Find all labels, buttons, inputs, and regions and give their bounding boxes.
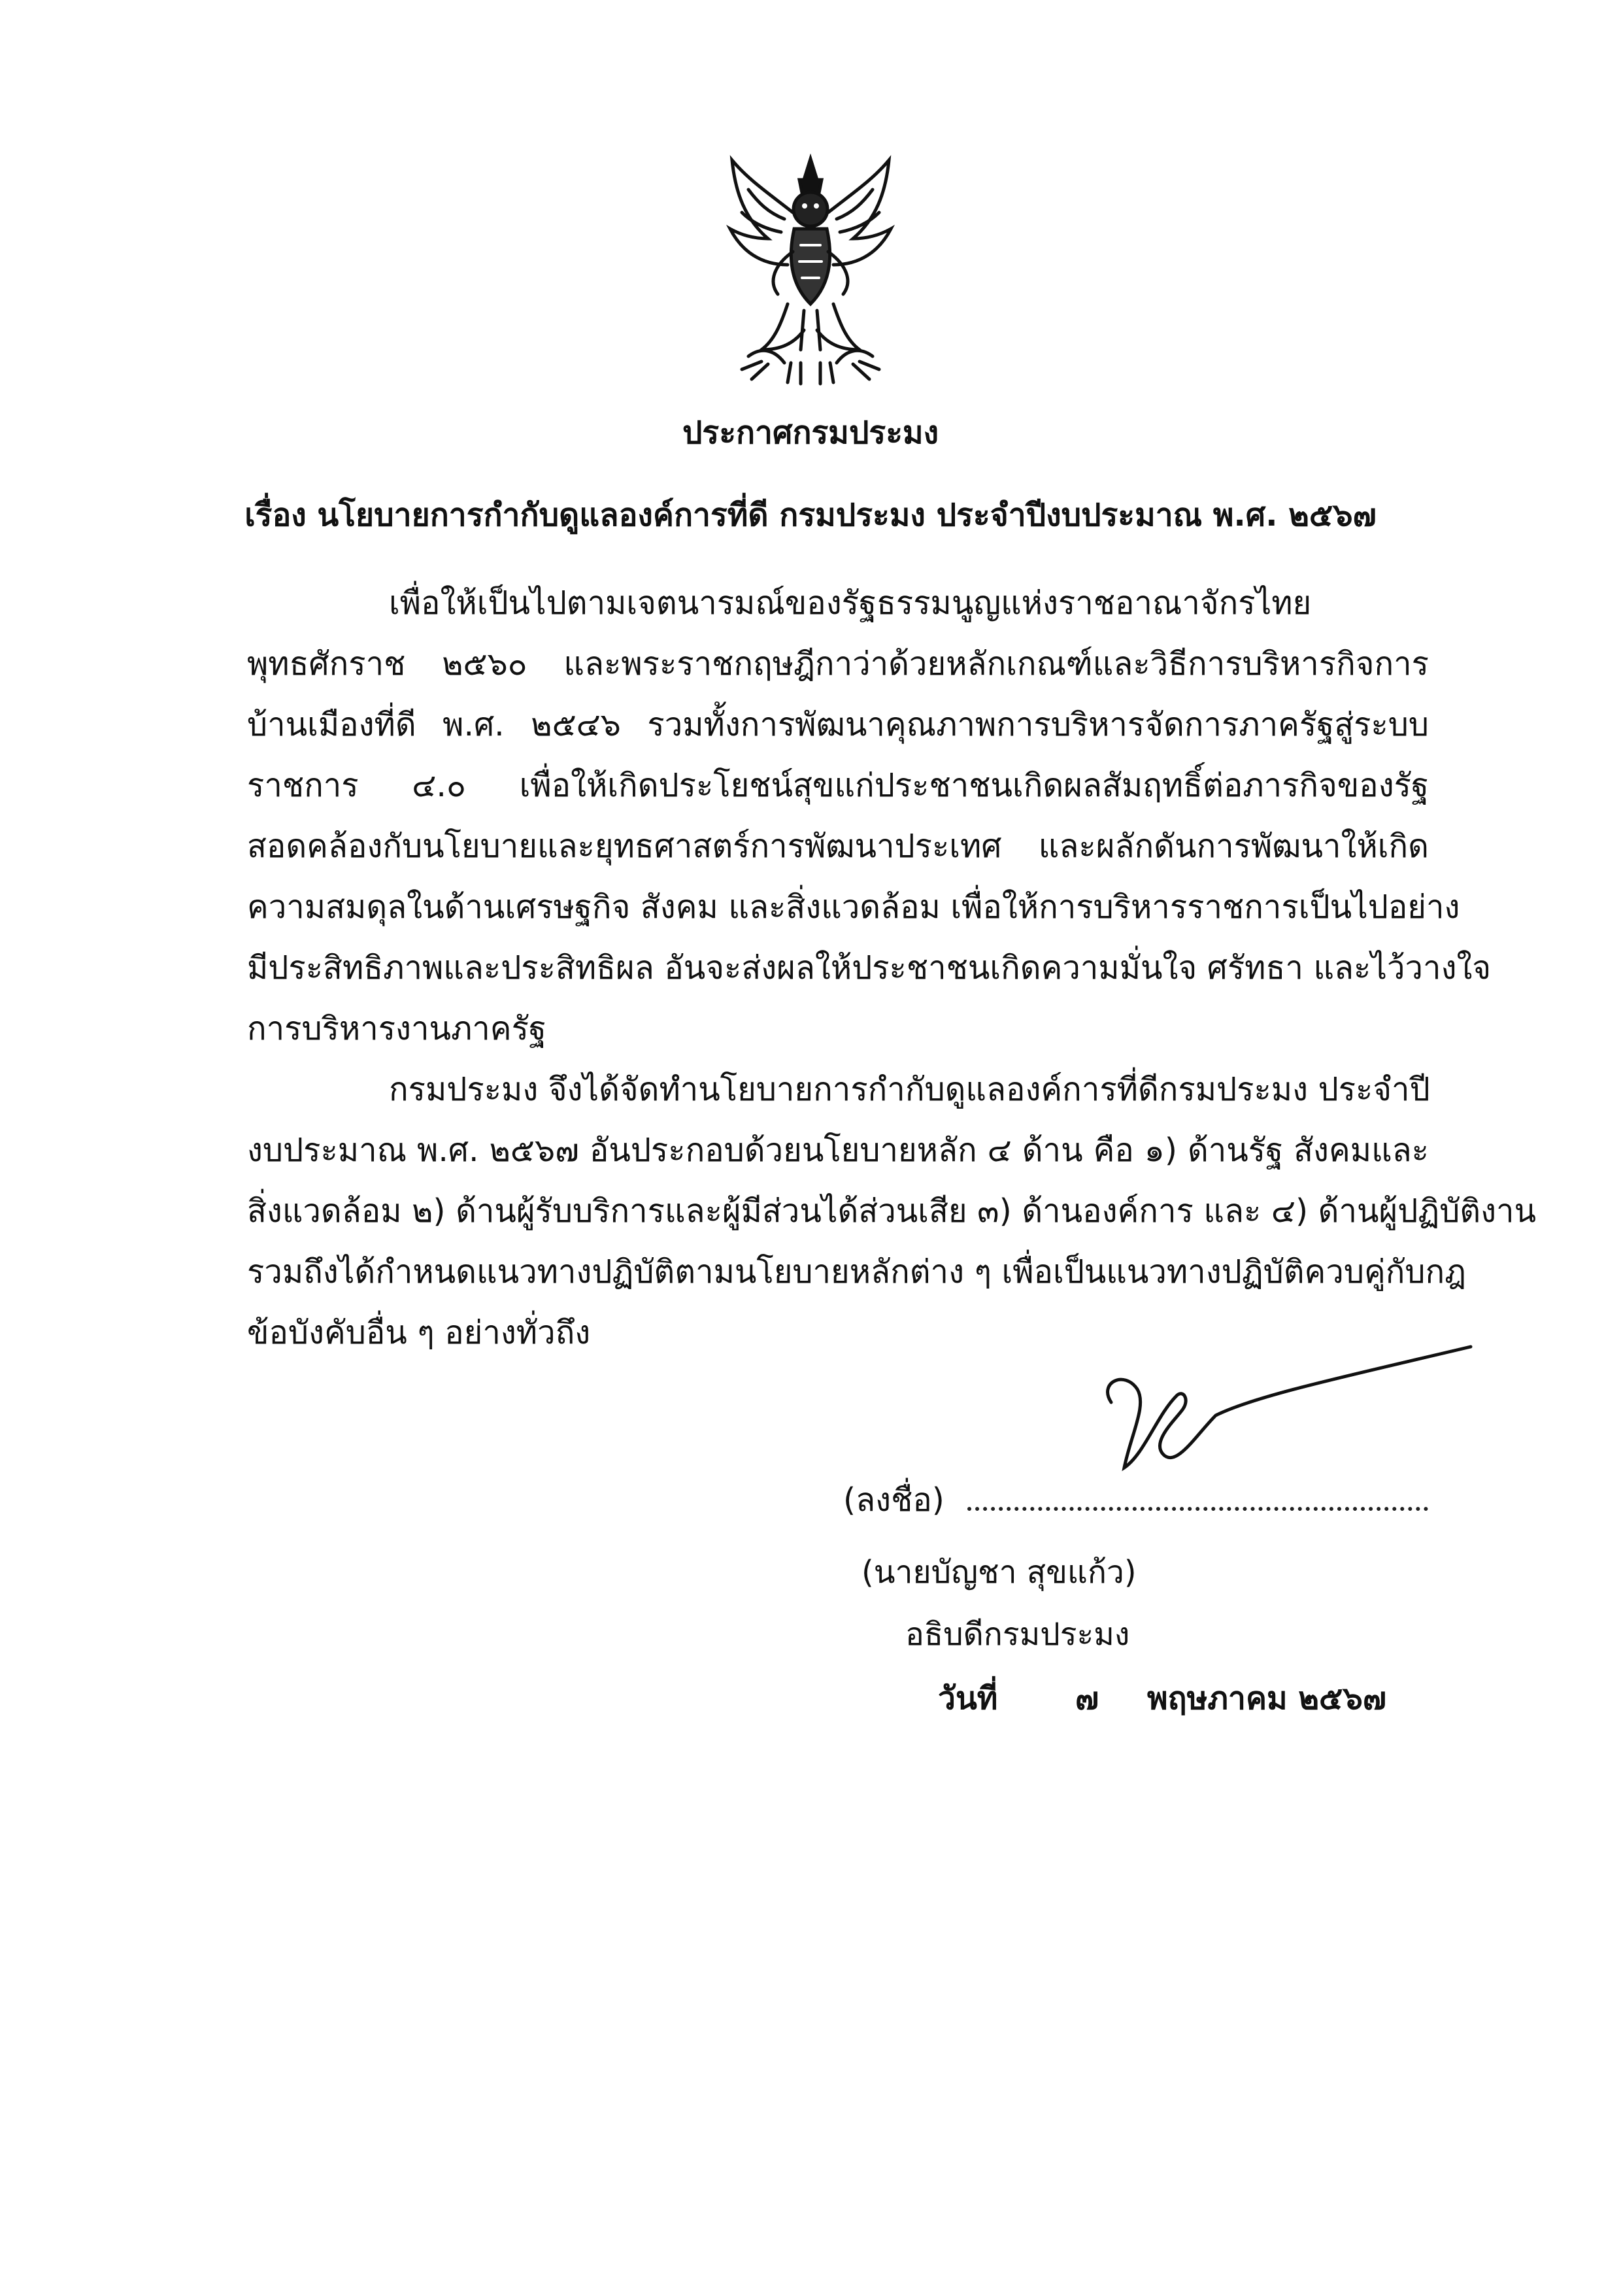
paragraph-line: บ้านเมืองที่ดี พ.ศ. ๒๕๔๖ รวมทั้งการพัฒนาคุณภาพการบริหารจัดการภาครัฐสู่ระบบ [247,706,1429,743]
sign-label: (ลงชื่อ) [843,1481,944,1519]
paragraph-line: รวมถึงได้กำหนดแนวทางปฏิบัติตามนโยบายหลักต่าง ๆ เพื่อเป็นแนวทางปฏิบัติควบคู่กับกฎ [247,1253,1467,1291]
paragraph-line: มีประสิทธิภาพและประสิทธิผล อันจะส่งผลให้ประชาชนเกิดความมั่นใจ ศรัทธา และไว้วางใจ [247,949,1492,987]
date-month-year: พฤษภาคม ๒๕๖๗ [1147,1680,1386,1717]
paragraph-line: ข้อบังคับอื่น ๆ อย่างทั่วถึง [247,1314,591,1351]
signer-name: (นายบัญชา สุขแก้ว) [861,1554,1137,1591]
paragraph-line: สอดคล้องกับนโยบายและยุทธศาสตร์การพัฒนาประเทศ และผลักดันการพัฒนาให้เกิด [247,828,1429,865]
garuda-emblem-icon [722,154,899,386]
date-label: วันที่ [938,1680,998,1717]
document-subject: เรื่อง นโยบายการกำกับดูแลองค์การที่ดี กรมประมง ประจำปีงบประมาณ พ.ศ. ๒๕๖๗ [244,497,1377,533]
paragraph-line: ความสมดุลในด้านเศรษฐกิจ สังคม และสิ่งแวดล้อม เพื่อให้การบริหารราชการเป็นไปอย่าง [247,888,1460,926]
date-day: ๗ [1075,1680,1099,1717]
signature-dotted-line [967,1507,1428,1511]
paragraph-line: สิ่งแวดล้อม ๒) ด้านผู้รับบริการและผู้มีส่วนได้ส่วนเสีย ๓) ด้านองค์การ และ ๔) ด้านผู้ปฏิบัติงาน [247,1192,1537,1230]
paragraph-line: เพื่อให้เป็นไปตามเจตนารมณ์ของรัฐธรรมนูญแห่งราชอาณาจักรไทย [389,584,1312,622]
paragraph-line: งบประมาณ พ.ศ. ๒๕๖๗ อันประกอบด้วยนโยบายหลัก ๔ ด้าน คือ ๑) ด้านรัฐ สังคมและ [247,1132,1429,1169]
handwritten-signature [1085,1337,1477,1507]
document-title: ประกาศกรมประมง [682,414,939,451]
paragraph-line: กรมประมง จึงได้จัดทำนโยบายการกำกับดูแลองค์การที่ดีกรมประมง ประจำปี [389,1071,1430,1108]
signer-position: อธิบดีกรมประมง [905,1616,1130,1653]
paragraph-line: ราชการ ๔.๐ เพื่อให้เกิดประโยชน์สุขแก่ประชาชนเกิดผลสัมฤทธิ์ต่อภารกิจของรัฐ [247,767,1429,804]
paragraph-line: การบริหารงานภาครัฐ [247,1010,546,1047]
paragraph-line: พุทธศักราช ๒๕๖๐ และพระราชกฤษฎีกาว่าด้วยหลักเกณฑ์และวิธีการบริหารกิจการ [247,645,1429,683]
